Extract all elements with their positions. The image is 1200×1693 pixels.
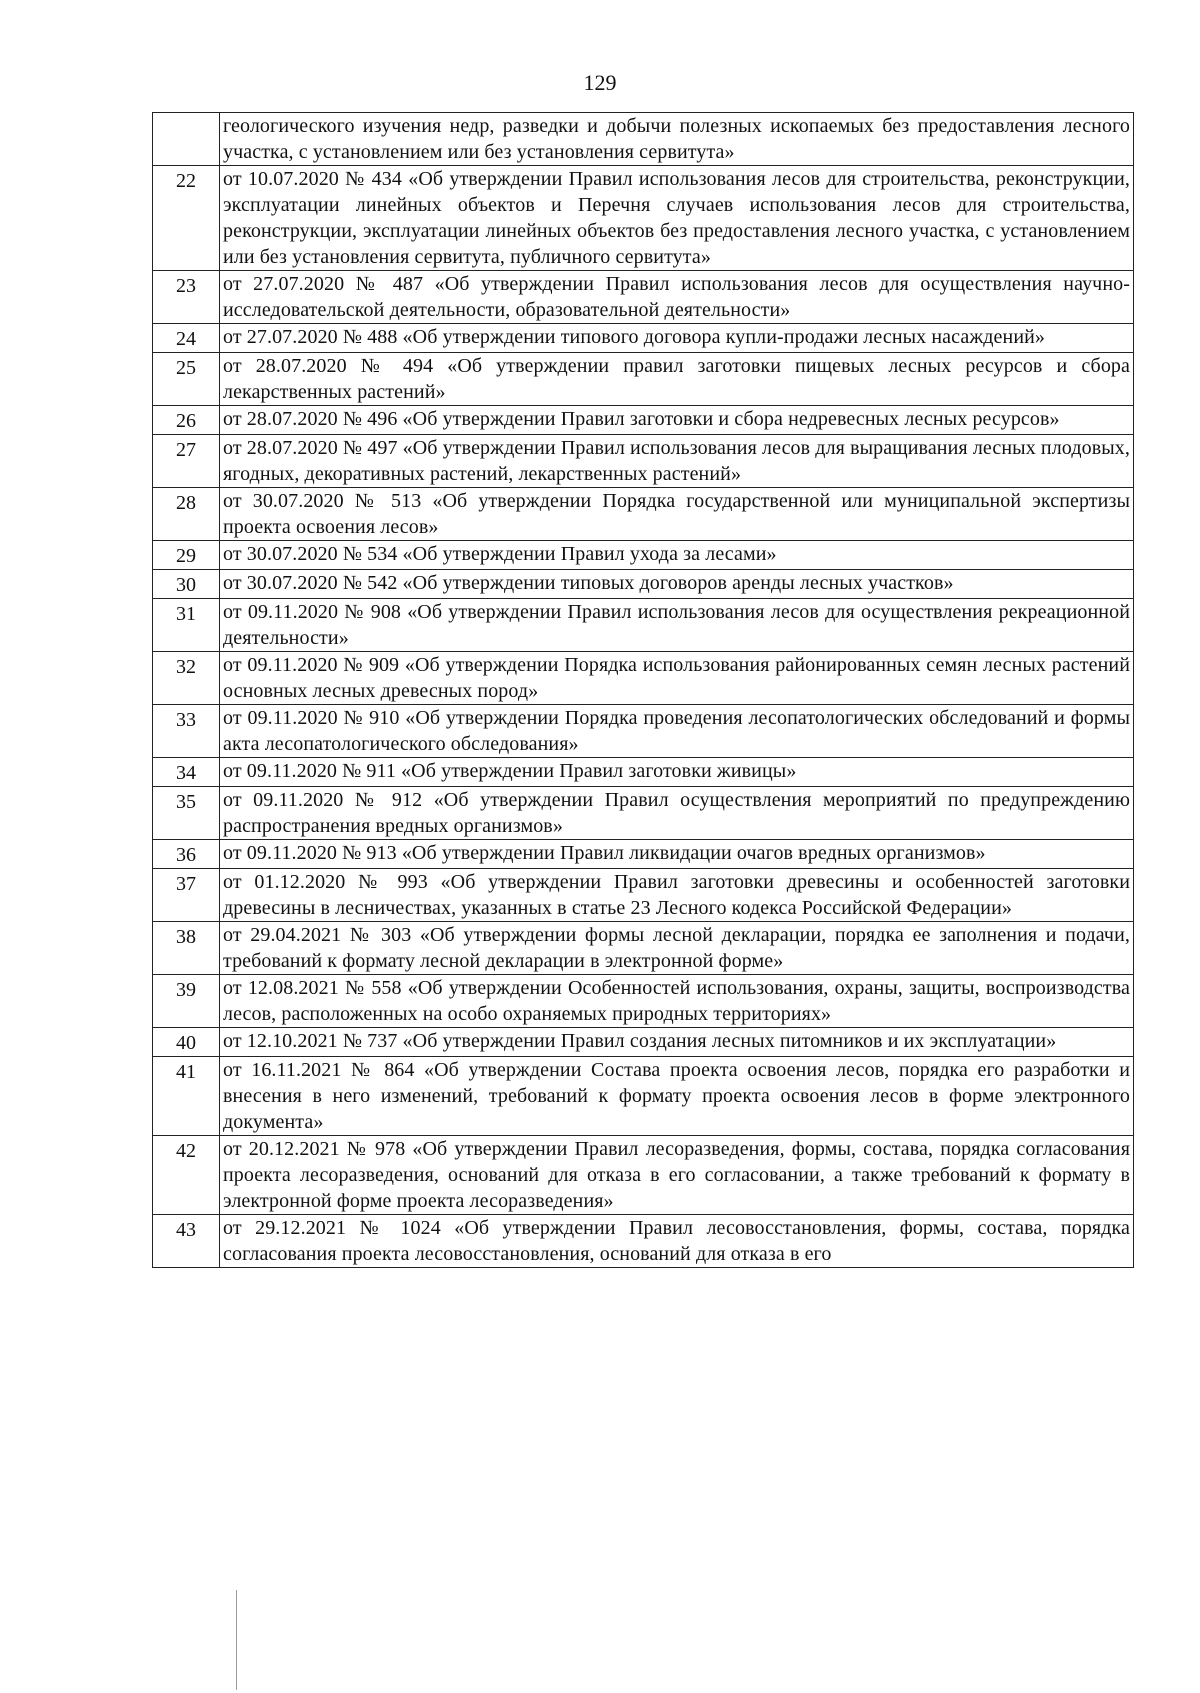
row-number: 42 bbox=[153, 1136, 220, 1215]
row-number: 40 bbox=[153, 1028, 220, 1057]
scan-artifact-line bbox=[236, 1590, 237, 1690]
row-text: от 09.11.2020 № 912 «Об утверждении Правил осуществления мероприятий по предупреждению распространения вредных организмов» bbox=[220, 787, 1134, 840]
row-number: 31 bbox=[153, 599, 220, 652]
row-number: 35 bbox=[153, 787, 220, 840]
table-row bbox=[153, 652, 1134, 705]
row-number: 25 bbox=[153, 353, 220, 406]
row-number: 41 bbox=[153, 1057, 220, 1136]
row-text: от 27.07.2020 № 487 «Об утверждении Правил использования лесов для осуществления научно-исследовательской деятельности, образовательной деятельности» bbox=[220, 271, 1134, 324]
row-text: от 09.11.2020 № 909 «Об утверждении Порядка использования районированных семян лесных растений основных лесных древесных пород» bbox=[220, 652, 1134, 705]
row-number: 30 bbox=[153, 570, 220, 599]
row-number: 29 bbox=[153, 541, 220, 570]
table-row bbox=[153, 975, 1134, 1028]
row-text: от 12.08.2021 № 558 «Об утверждении Особенностей использования, охраны, защиты, воспроизводства лесов, расположенных на особо охраняемых природных территориях» bbox=[220, 975, 1134, 1028]
row-number: 33 bbox=[153, 705, 220, 758]
table-row bbox=[153, 787, 1134, 840]
table-row bbox=[153, 113, 1134, 166]
row-number: 34 bbox=[153, 758, 220, 787]
row-text: от 09.11.2020 № 913 «Об утверждении Правил ликвидации очагов вредных организмов» bbox=[220, 840, 1134, 869]
row-text: от 09.11.2020 № 910 «Об утверждении Порядка проведения лесопатологических обследований и формы акта лесопатологического обследования» bbox=[220, 705, 1134, 758]
row-text: от 09.11.2020 № 908 «Об утверждении Правил использования лесов для осуществления рекреационной деятельности» bbox=[220, 599, 1134, 652]
row-text: от 30.07.2020 № 542 «Об утверждении типовых договоров аренды лесных участков» bbox=[220, 570, 1134, 599]
row-text: от 27.07.2020 № 488 «Об утверждении типового договора купли-продажи лесных насаждений» bbox=[220, 324, 1134, 353]
row-text: от 30.07.2020 № 513 «Об утверждении Порядка государственной или муниципальной экспертизы проекта освоения лесов» bbox=[220, 488, 1134, 541]
row-text: от 10.07.2020 № 434 «Об утверждении Правил использования лесов для строительства, реконструкции, эксплуатации линейных объектов и Перечня случаев использования лесов для строительства, реконструкции, эксплуатации линейных объектов без предоставления лесного участка, с установлением или без установления сервитута, публичного сервитута» bbox=[220, 166, 1134, 271]
page-number: 129 bbox=[583, 70, 617, 95]
table-row bbox=[153, 1057, 1134, 1136]
table-row bbox=[153, 541, 1134, 570]
row-number: 23 bbox=[153, 271, 220, 324]
row-text: от 12.10.2021 № 737 «Об утверждении Правил создания лесных питомников и их эксплуатации» bbox=[220, 1028, 1134, 1057]
table-row bbox=[153, 324, 1134, 353]
row-text: от 28.07.2020 № 496 «Об утверждении Правил заготовки и сбора недревесных лесных ресурсов» bbox=[220, 406, 1134, 435]
table-row bbox=[153, 1136, 1134, 1215]
table-row bbox=[153, 406, 1134, 435]
row-number: 37 bbox=[153, 869, 220, 922]
table-row bbox=[153, 758, 1134, 787]
table-row bbox=[153, 166, 1134, 271]
table-row bbox=[153, 488, 1134, 541]
table-row bbox=[153, 922, 1134, 975]
table-row bbox=[153, 705, 1134, 758]
row-text: от 28.07.2020 № 497 «Об утверждении Правил использования лесов для выращивания лесных плодовых, ягодных, декоративных растений, лекарственных растений» bbox=[220, 435, 1134, 488]
row-text: геологического изучения недр, разведки и добычи полезных ископаемых без предоставления лесного участка, с установлением или без установления сервитута» bbox=[220, 113, 1134, 166]
row-number: 22 bbox=[153, 166, 220, 271]
table-row bbox=[153, 435, 1134, 488]
row-text: от 29.04.2021 № 303 «Об утверждении формы лесной декларации, порядка ее заполнения и подачи, требований к формату лесной декларации в электронной форме» bbox=[220, 922, 1134, 975]
row-number bbox=[153, 113, 220, 166]
row-number: 24 bbox=[153, 324, 220, 353]
row-text: от 09.11.2020 № 911 «Об утверждении Правил заготовки живицы» bbox=[220, 758, 1134, 787]
table-row bbox=[153, 869, 1134, 922]
table-row bbox=[153, 1215, 1134, 1268]
document-table bbox=[152, 112, 1134, 1268]
table-body bbox=[153, 113, 1134, 1268]
row-number: 36 bbox=[153, 840, 220, 869]
row-text: от 16.11.2021 № 864 «Об утверждении Состава проекта освоения лесов, порядка его разработки и внесения в него изменений, требований к формату проекта освоения лесов в форме электронного документа» bbox=[220, 1057, 1134, 1136]
row-number: 28 bbox=[153, 488, 220, 541]
table-row bbox=[153, 599, 1134, 652]
row-number: 27 bbox=[153, 435, 220, 488]
table-row bbox=[153, 1028, 1134, 1057]
table-row bbox=[153, 570, 1134, 599]
table-row bbox=[153, 840, 1134, 869]
row-text: от 01.12.2020 № 993 «Об утверждении Правил заготовки древесины и особенностей заготовки древесины в лесничествах, указанных в статье 23 Лесного кодекса Российской Федерации» bbox=[220, 869, 1134, 922]
row-number: 39 bbox=[153, 975, 220, 1028]
row-number: 43 bbox=[153, 1215, 220, 1268]
table-row bbox=[153, 353, 1134, 406]
row-text: от 29.12.2021 № 1024 «Об утверждении Правил лесовосстановления, формы, состава, порядка согласования проекта лесовосстановления, оснований для отказа в его bbox=[220, 1215, 1134, 1268]
row-number: 32 bbox=[153, 652, 220, 705]
row-number: 26 bbox=[153, 406, 220, 435]
row-text: от 30.07.2020 № 534 «Об утверждении Правил ухода за лесами» bbox=[220, 541, 1134, 570]
table-row bbox=[153, 271, 1134, 324]
row-text: от 20.12.2021 № 978 «Об утверждении Правил лесоразведения, формы, состава, порядка согласования проекта лесоразведения, оснований для отказа в его согласовании, а также требований к формату в электронной форме проекта лесоразведения» bbox=[220, 1136, 1134, 1215]
row-number: 38 bbox=[153, 922, 220, 975]
row-text: от 28.07.2020 № 494 «Об утверждении правил заготовки пищевых лесных ресурсов и сбора лекарственных растений» bbox=[220, 353, 1134, 406]
